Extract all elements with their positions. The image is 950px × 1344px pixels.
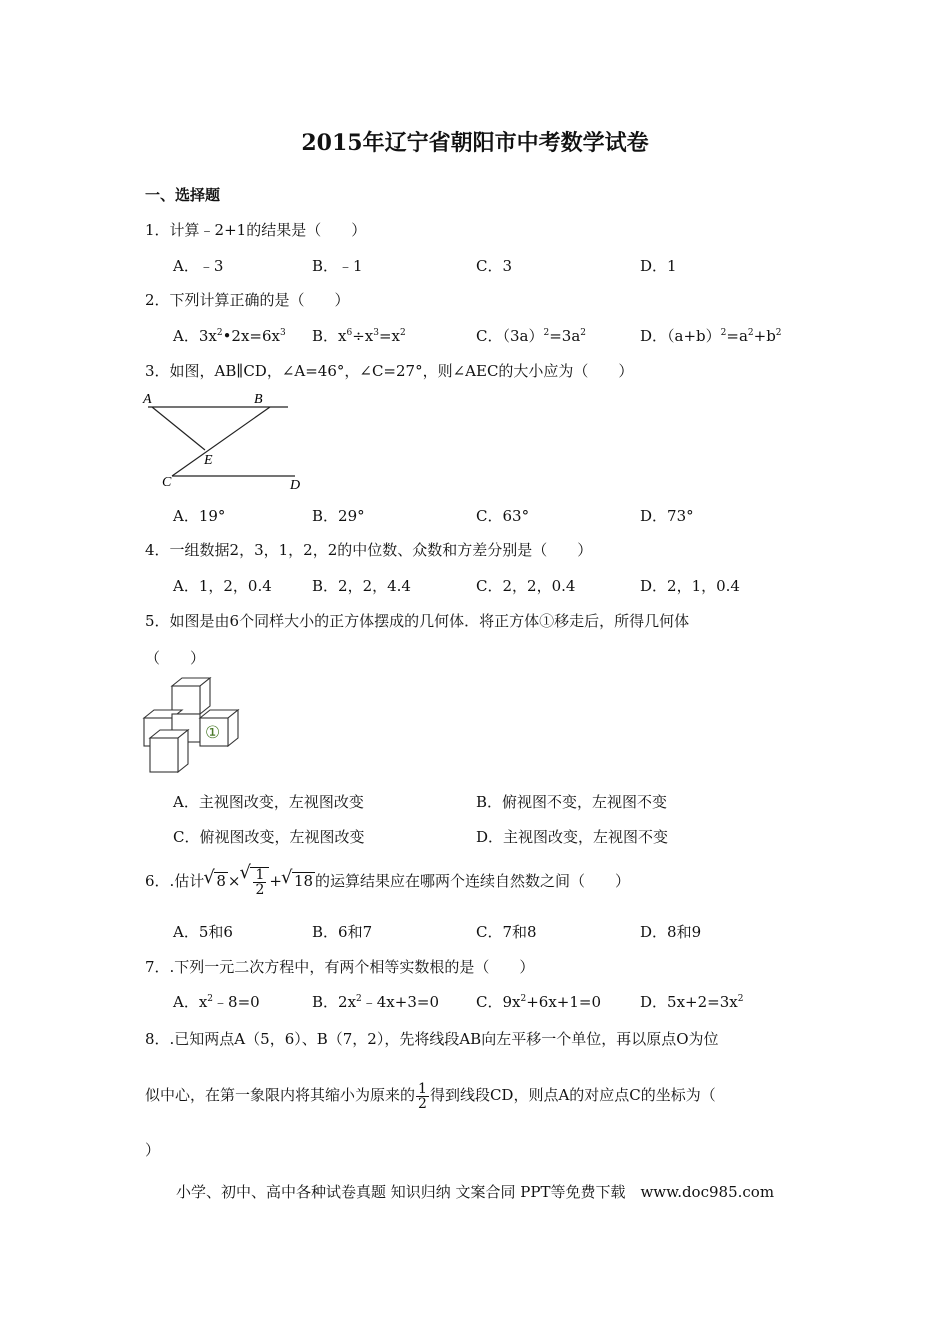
question-6-option-d[interactable]: D．8和9	[640, 923, 702, 941]
numerator: 1	[418, 1080, 427, 1097]
fraction	[253, 868, 266, 897]
exponent: 2	[720, 328, 727, 338]
question-4-option-c[interactable]: C．2，2，0.4	[476, 577, 576, 595]
label-d: D	[290, 478, 301, 492]
option-text: B．2x	[312, 993, 357, 1011]
question-8-stem-line3: ）	[145, 1141, 161, 1159]
question-1-option-a[interactable]: A．﹣3	[173, 257, 224, 275]
question-7-option-a[interactable]	[173, 991, 260, 1012]
denominator: 2	[418, 1095, 427, 1112]
radical: √ 8	[214, 872, 228, 889]
question-6-option-a[interactable]: A．5和6	[173, 923, 233, 941]
question-3-option-b[interactable]: B．29°	[312, 507, 365, 525]
radical	[250, 867, 269, 897]
exponent: 2	[737, 994, 744, 1004]
radical: √ 18	[292, 872, 315, 889]
question-8-stem: 8．.已知两点A（5，6）、B（7，2），先将线段AB向左平移一个单位，再以原点O为位	[145, 1030, 719, 1048]
page-title: 2015年辽宁省朝阳市中考数学试卷	[301, 130, 649, 156]
question-6-option-c[interactable]: C．7和8	[476, 923, 537, 941]
question-5-option-c[interactable]: C．俯视图改变，左视图改变	[173, 828, 365, 846]
question-3-option-d[interactable]: D．73°	[640, 507, 694, 525]
question-1-option-d[interactable]: D．1	[640, 257, 677, 275]
exponent: 2	[543, 328, 550, 338]
label-a: A	[143, 392, 152, 407]
cube-front-face	[150, 738, 178, 772]
cube-side-face	[178, 730, 188, 772]
denominator: 2	[255, 881, 265, 898]
exponent: 2	[775, 328, 782, 338]
numerator: √ 1	[255, 866, 265, 883]
question-4-option-b[interactable]: B．2，2，4.4	[312, 577, 411, 595]
question-2-stem: 2．下列计算正确的是（ ）	[145, 291, 350, 309]
question-1-option-b[interactable]: B．﹣1	[312, 257, 363, 275]
question-3-option-a[interactable]: A．19°	[173, 507, 226, 525]
question-5-option-d[interactable]: D．主视图改变，左视图不变	[476, 828, 669, 846]
option-text: D．5x+2=3x	[640, 993, 738, 1011]
stem-text: 得到线段CD，则点A的对应点C的坐标为（	[429, 1086, 716, 1104]
footer-text: 小学、初中、高中各种试卷真题 知识归纳 文案合同 PPT等免费下载 www.doc985.com	[175, 1183, 775, 1201]
option-text: ﹣8=0	[213, 993, 260, 1011]
question-7-stem: 7．.下列一元二次方程中，有两个相等实数根的是（ ）	[145, 958, 535, 976]
option-text: =a	[726, 327, 748, 345]
option-text: +b	[753, 327, 776, 345]
question-8-stem-line2	[145, 1078, 716, 1112]
fraction	[416, 1082, 429, 1111]
stem-text: 6．.估计	[145, 872, 205, 890]
exponent: 2	[400, 328, 406, 338]
cubes-figure	[140, 676, 244, 776]
exponent: 6	[346, 328, 353, 338]
question-2-option-c[interactable]	[476, 325, 586, 346]
operator: +	[269, 872, 282, 890]
question-3-stem: 3．如图，AB∥CD，∠A=46°，∠C=27°，则∠AEC的大小应为（ ）	[145, 362, 634, 380]
operator: ×	[227, 872, 241, 890]
label-b: B	[254, 392, 263, 407]
option-text: C．（3a）	[476, 327, 544, 345]
question-4-option-d[interactable]: D．2，1，0.4	[640, 577, 740, 595]
question-1-option-c[interactable]: C．3	[476, 257, 513, 275]
question-2-option-a[interactable]	[173, 325, 286, 346]
section-heading: 一、选择题	[145, 186, 221, 204]
option-text: B．x	[312, 327, 347, 345]
question-2-option-b[interactable]	[312, 325, 406, 346]
question-6-stem	[145, 864, 630, 898]
option-text: ÷x	[352, 327, 374, 345]
exponent: 2	[747, 328, 754, 338]
exponent: 3	[373, 328, 379, 338]
question-5-stem-paren: （ ）	[145, 649, 206, 667]
exponent: 2	[207, 994, 214, 1004]
question-5-option-a[interactable]: A．主视图改变，左视图改变	[173, 793, 364, 811]
label-c: C	[162, 475, 172, 490]
exponent: 2	[356, 994, 362, 1004]
option-text: +6x+1=0	[526, 993, 602, 1011]
exponent: 2	[216, 328, 223, 338]
question-4-option-a[interactable]: A．1，2，0.4	[173, 577, 272, 595]
option-text: D．（a+b）	[640, 327, 721, 345]
option-text: =x	[378, 327, 401, 345]
question-7-option-c[interactable]	[476, 991, 601, 1012]
question-2-option-d[interactable]	[640, 325, 782, 346]
question-1-stem: 1．计算﹣2+1的结果是（ ）	[145, 221, 367, 239]
stem-text: 的运算结果应在哪两个连续自然数之间（ ）	[315, 872, 631, 890]
option-text: A．x	[173, 993, 208, 1011]
exponent: 2	[580, 328, 586, 338]
option-text: =3a	[549, 327, 581, 345]
segment-bc	[172, 407, 270, 476]
exponent: 2	[520, 994, 527, 1004]
parallel-lines-figure	[140, 388, 310, 492]
question-4-stem: 4．一组数据2，3，1，2，2的中位数、众数和方差分别是（ ）	[145, 541, 593, 559]
exponent: 3	[280, 328, 286, 338]
question-7-option-d[interactable]	[640, 991, 743, 1012]
option-text: •2x=6x	[222, 327, 280, 345]
question-3-option-c[interactable]: C．63°	[476, 507, 530, 525]
option-text: A．3x	[173, 327, 217, 345]
option-text: ﹣4x+3=0	[361, 993, 439, 1011]
option-text: C．9x	[476, 993, 521, 1011]
question-5-option-b[interactable]: B．俯视图不变，左视图不变	[476, 793, 668, 811]
question-5-stem: 5．如图是由6个同样大小的正方体摆成的几何体．将正方体①移走后，所得几何体	[145, 612, 690, 630]
stem-text: 似中心，在第一象限内将其缩小为原来的	[145, 1086, 416, 1104]
cube-label: ①	[205, 723, 221, 743]
question-6-option-b[interactable]: B．6和7	[312, 923, 373, 941]
question-7-option-b[interactable]	[312, 991, 439, 1012]
segment-ae	[152, 407, 205, 450]
label-e: E	[204, 453, 213, 468]
